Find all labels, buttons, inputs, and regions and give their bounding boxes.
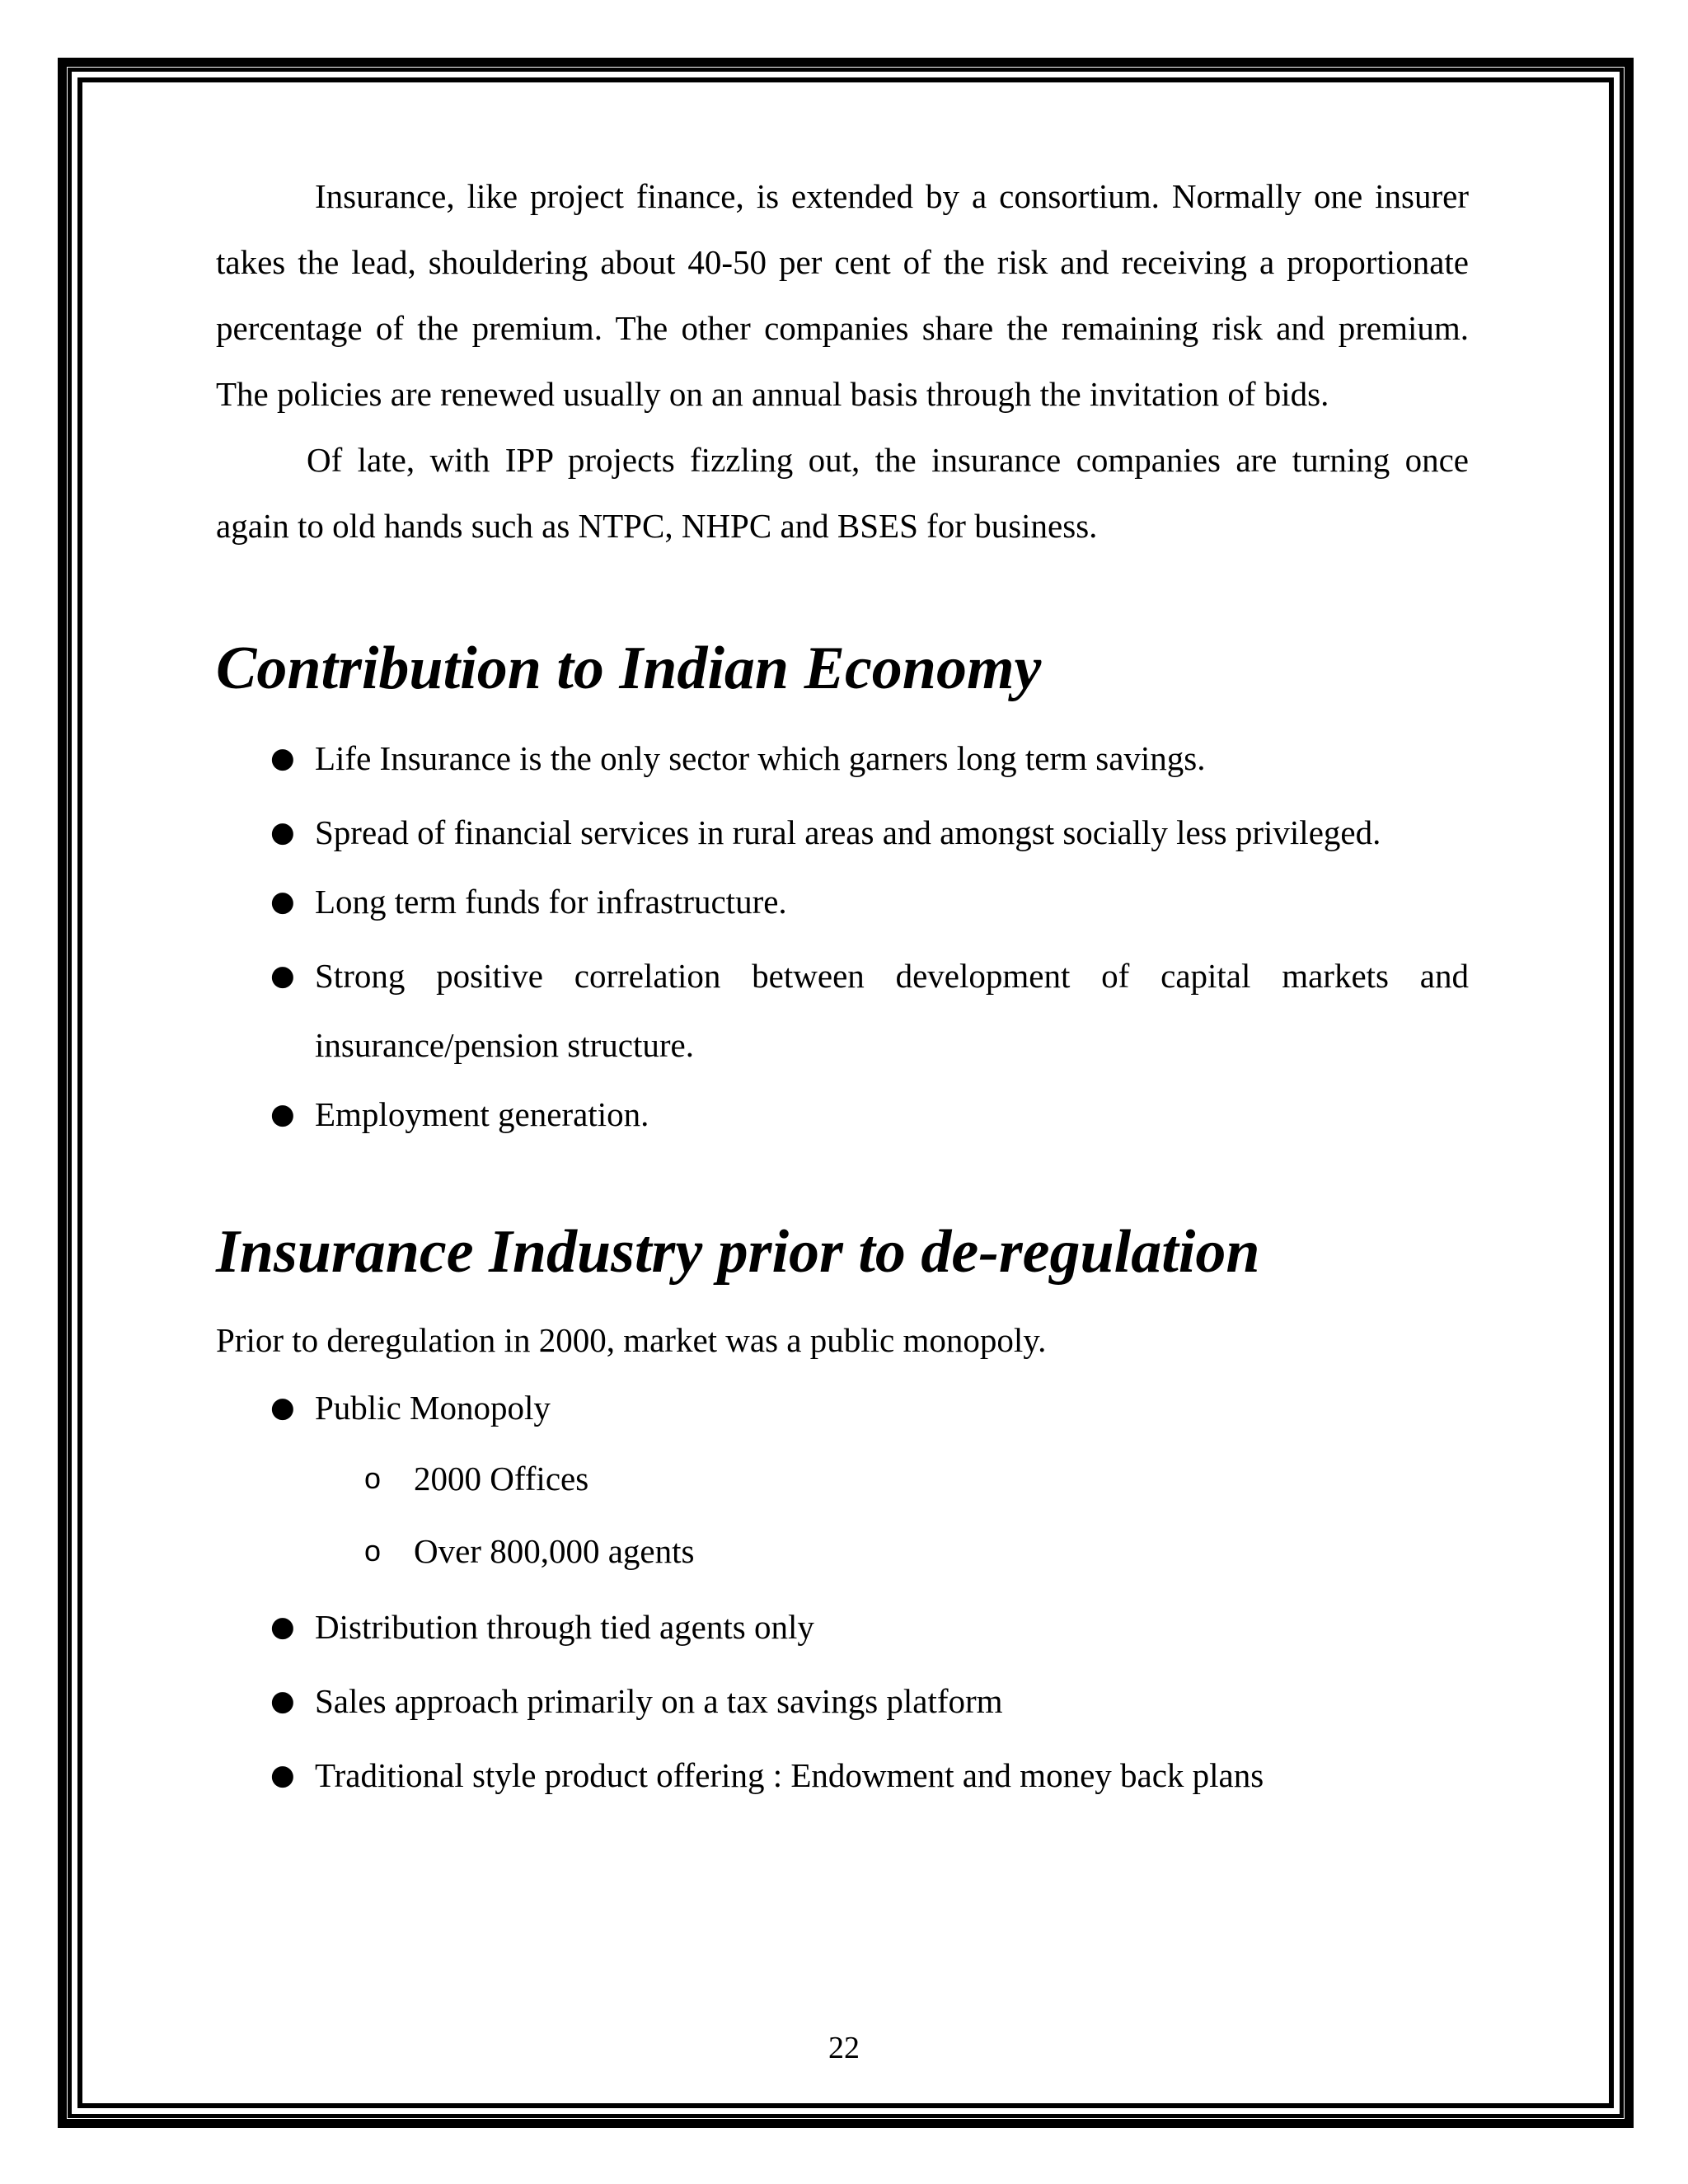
list-item-text: Long term funds for infrastructure. bbox=[315, 883, 787, 921]
list-item bbox=[216, 867, 1469, 936]
list-item-text: Spread of financial services in rural areas and amongst socially less privileged. bbox=[315, 813, 1381, 851]
heading-contribution: Contribution to Indian Economy bbox=[216, 635, 1042, 702]
list-item-text: Public Monopoly bbox=[315, 1389, 551, 1427]
bullet-icon: ● bbox=[270, 1610, 295, 1643]
sub-list-item bbox=[216, 1515, 1469, 1587]
list-item-text: Strong positive correlation between development of capital markets and insurance/pension structure. bbox=[315, 957, 1469, 1064]
bullet-icon: ● bbox=[270, 1759, 295, 1792]
paragraph-consortium: Insurance, like project finance, is extended by a consortium. Normally one insurer takes the lead, shouldering about 40-50 per cent of the risk and receiving a proportionate percentage of the premium. The other companies share the remaining risk and premium. The policies are renewed usually on an annual basis through the invitation of bids. bbox=[216, 177, 1469, 413]
page-number: 22 bbox=[828, 2031, 860, 2065]
paragraph-ipp-projects: Of late, with IPP projects fizzling out, the insurance companies are turning once again to old hands such as NTPC, NHPC and BSES for business. bbox=[216, 441, 1469, 545]
list-item bbox=[216, 798, 1469, 867]
sub-list-item bbox=[216, 1442, 1469, 1515]
bullet-icon: ● bbox=[270, 1098, 295, 1131]
sub-list-item-text: Over 800,000 agents bbox=[414, 1532, 695, 1570]
contribution-list bbox=[216, 724, 1469, 1149]
list-item-text: Life Insurance is the only sector which garners long term savings. bbox=[315, 739, 1206, 777]
list-item-text: Distribution through tied agents only bbox=[315, 1608, 814, 1646]
list-item bbox=[216, 1666, 1469, 1736]
bullet-icon: ● bbox=[270, 742, 295, 775]
heading-prior-deregulation: Insurance Industry prior to de-regulation bbox=[216, 1218, 1260, 1286]
list-item-text: Employment generation. bbox=[315, 1095, 649, 1133]
paragraph-deregulation-intro: Prior to deregulation in 2000, market was a public monopoly. bbox=[216, 1321, 1047, 1359]
bullet-icon: ● bbox=[270, 1391, 295, 1424]
sub-list-item-text: 2000 Offices bbox=[414, 1460, 589, 1497]
list-item bbox=[216, 1592, 1469, 1661]
list-item bbox=[216, 724, 1469, 793]
list-item bbox=[216, 1373, 1469, 1442]
bullet-icon: ● bbox=[270, 959, 295, 992]
list-item-text: Traditional style product offering : Endowment and money back plans bbox=[315, 1756, 1264, 1794]
list-item-text: Sales approach primarily on a tax savings platform bbox=[315, 1682, 1003, 1720]
bullet-icon: ● bbox=[270, 816, 295, 849]
deregulation-list bbox=[216, 1373, 1469, 1442]
list-item bbox=[216, 1741, 1469, 1810]
list-item bbox=[216, 1080, 1469, 1149]
hollow-bullet-icon: o bbox=[364, 1461, 382, 1495]
public-monopoly-sublist bbox=[216, 1442, 1469, 1587]
bullet-icon: ● bbox=[270, 885, 295, 918]
bullet-icon: ● bbox=[270, 1685, 295, 1718]
deregulation-list-continued bbox=[216, 1592, 1469, 1810]
list-item bbox=[216, 941, 1469, 1080]
hollow-bullet-icon: o bbox=[364, 1534, 382, 1568]
page-content bbox=[216, 163, 1469, 1810]
